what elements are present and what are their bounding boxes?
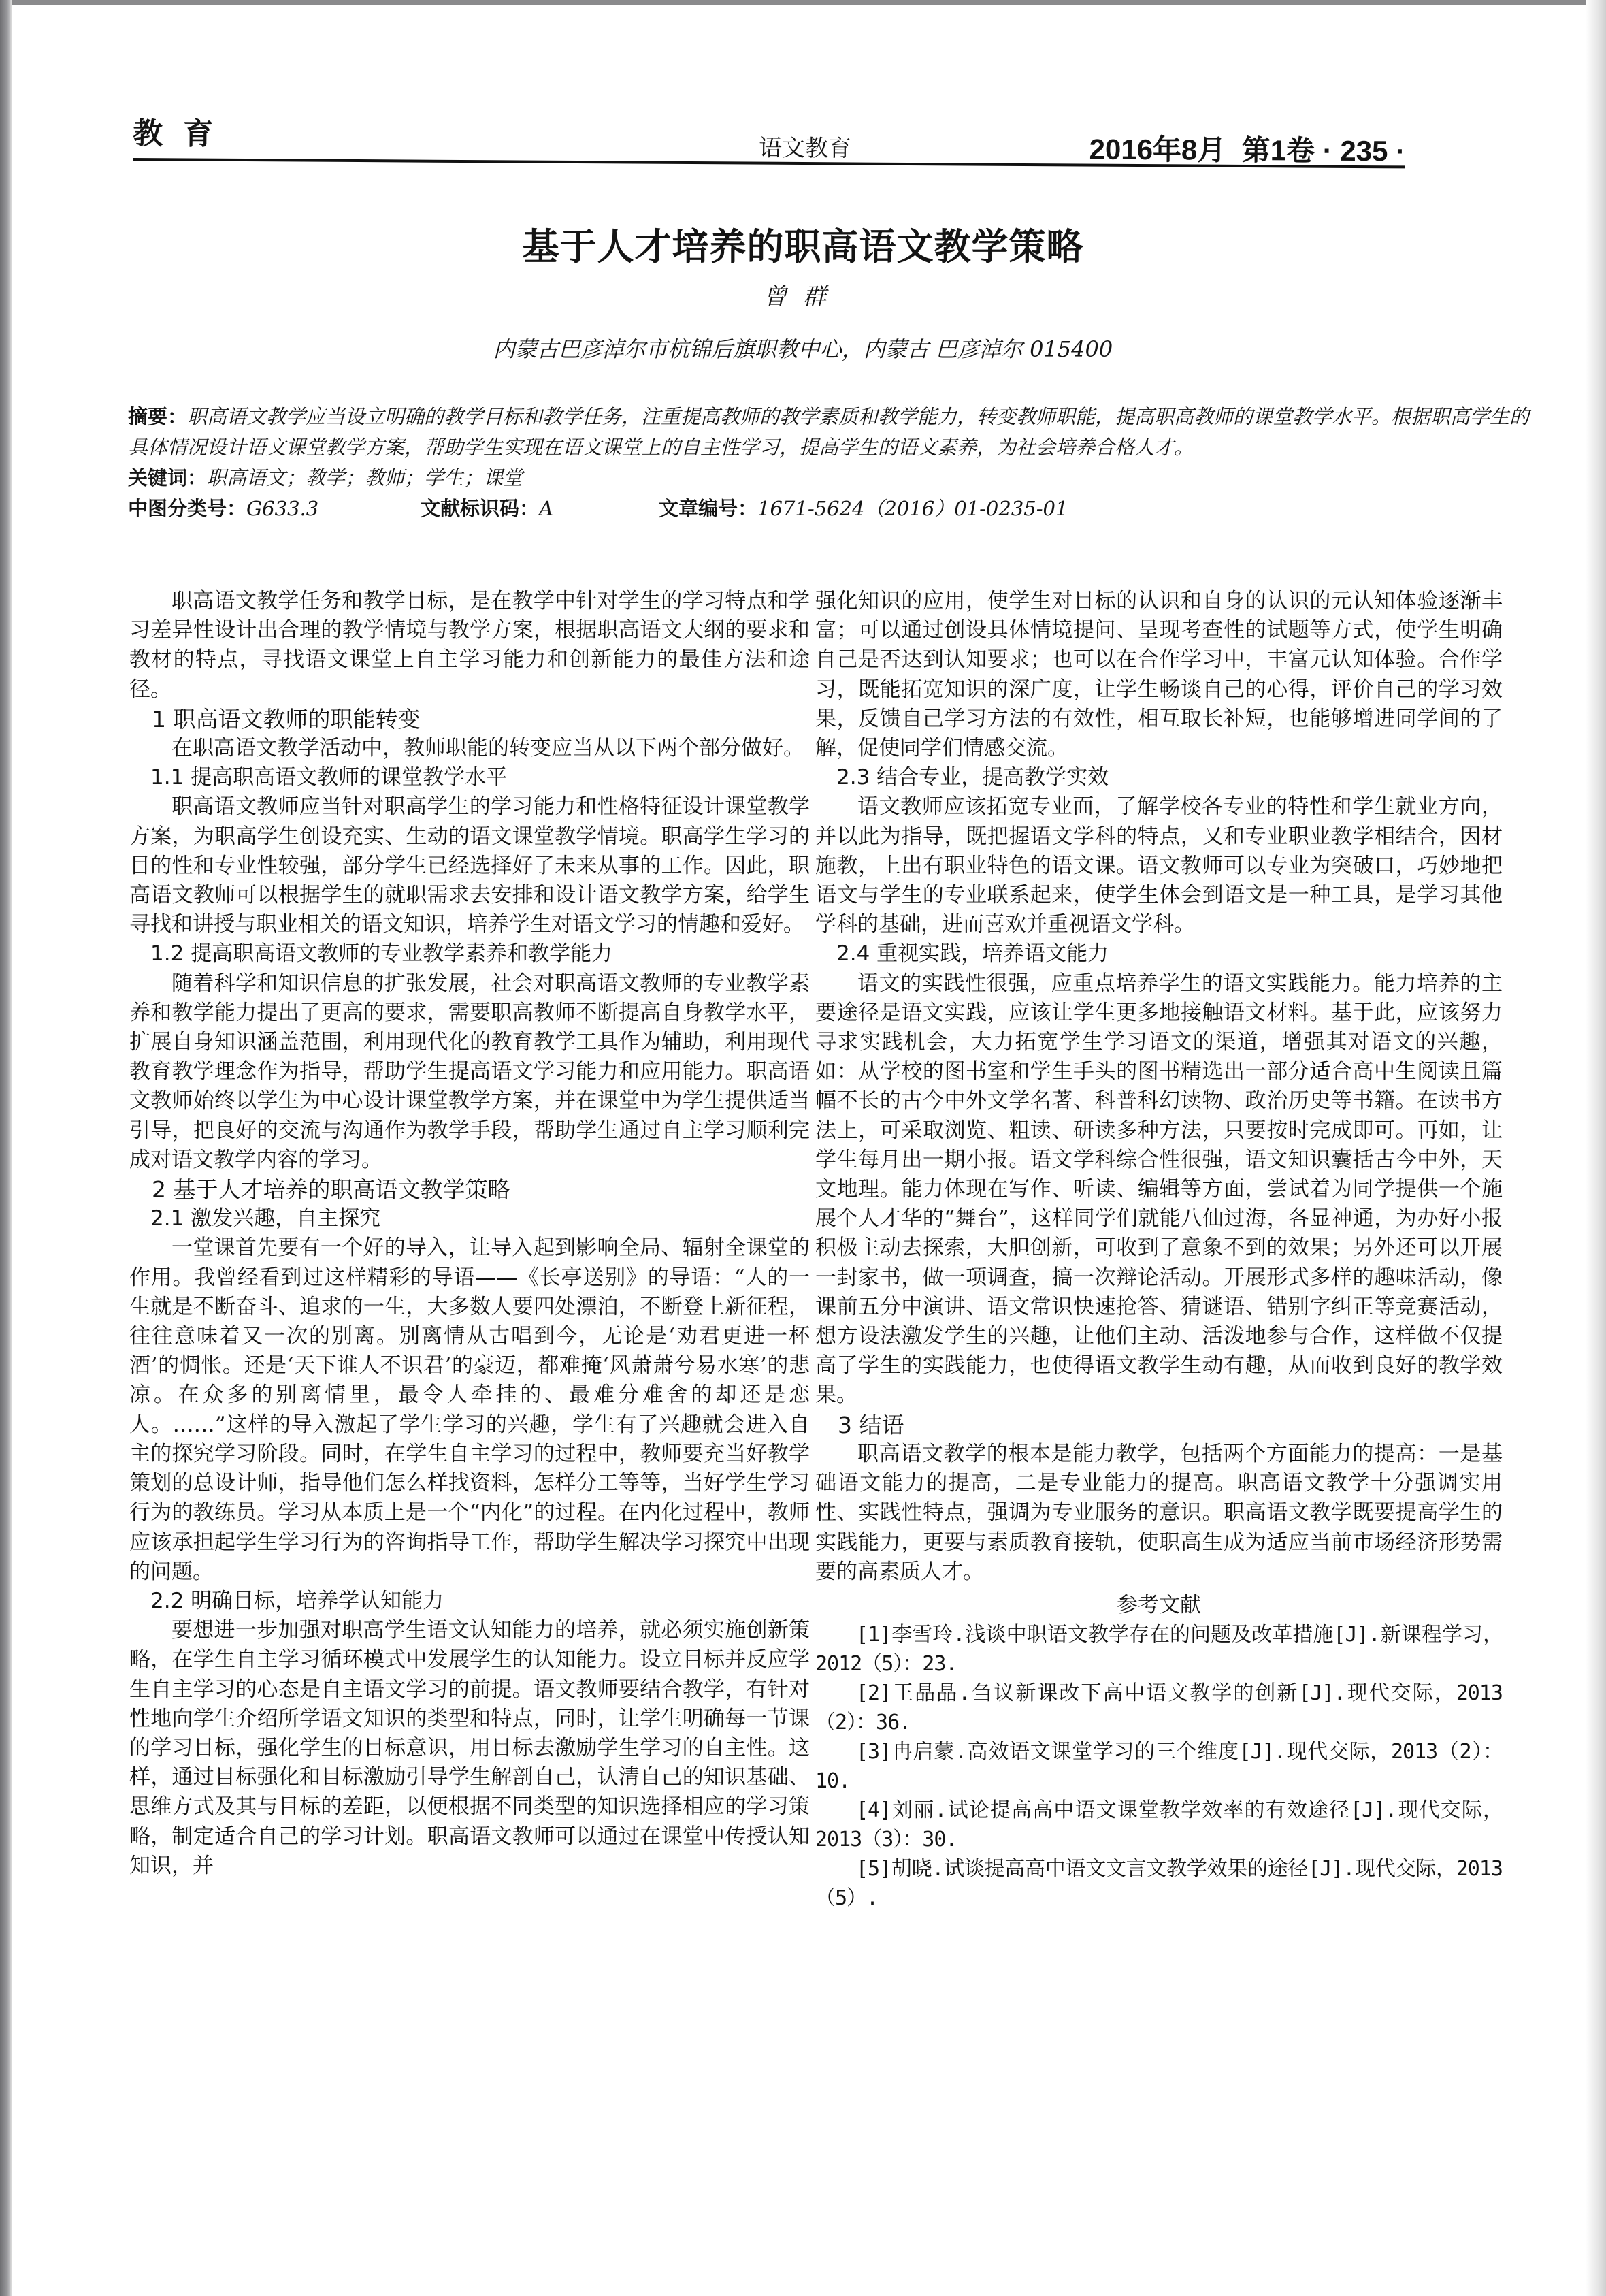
doc-code-value: A [539, 497, 553, 520]
journal-name: 语文教育 [759, 134, 852, 163]
abstract [128, 402, 1530, 463]
issue-page-info: 2016年8月 第1卷 · 235 · [1089, 133, 1406, 167]
intro-paragraph: 职高语文教学任务和教学目标，是在教学中针对学生的学习特点和学习差异性设计出合理的教学情境与教学方案，根据职高语文大纲的要求和教材的特点，寻找语文课堂上自主学习能力和创新能力的最佳方法和途径。 [129, 589, 810, 702]
reference-item: [4]刘丽.试论提高高中语文课堂教学效率的有效途径[J].现代交际，2013（3）：30. [815, 1798, 1503, 1852]
article-no-value: 1671-5624（2016）01-0235-01 [757, 497, 1068, 520]
subsection-heading-2-2: 2.2 明确目标，培养学认知能力 [150, 1588, 444, 1613]
keywords [128, 463, 1530, 494]
classification-row [128, 494, 1530, 524]
article-no-label: 文章编号： [659, 497, 758, 520]
body-column-left [129, 587, 810, 1881]
subsection-heading-2-4: 2.4 重视实践，培养语文能力 [836, 941, 1109, 967]
subsection-heading-1-2: 1.2 提高职高语文教师的专业教学素养和教学能力 [150, 941, 613, 967]
abstract-text: 职高语文教学应当设立明确的教学目标和教学任务，注重提高教师的教学素质和教学能力，转变教师职能，提高职高教师的课堂教学水平。根据职高学生的具体情况设计语文课堂教学方案，帮助学生实现在语文课堂上的自主性学习，提高学生的语文素养，为社会培养合格人才。 [128, 405, 1530, 459]
subsection-2-1-text: 一堂课首先要有一个好的导入，让导入起到影响全局、辐射全课堂的作用。我曾经看到过这样精彩的导语——《长亭送别》的导语：“人的一生就是不断奋斗、追求的一生，大多数人要四处漂泊，不断登上新征程，往往意味着又一次的别离。别离情从古唱到今，无论是‘劝君更进一杯酒’的惆怅。还是‘天下谁人不识君’的豪迈，都难掩‘风萧萧兮易水寒’的悲凉。在众多的别离情里，最令人牵挂的、最难分难舍的却还是恋人。……”这样的导入激起了学生学习的兴趣，学生有了兴趣就会进入自主的探究学习阶段。同时，在学生自主学习的过程中，教师要充当好教学策划的总设计师，指导他们怎么样找资料，怎样分工等等，当好学生学习行为的教练员。学习从本质上是一个“内化”的过程。在内化过程中，教师应该承担起学生学习行为的咨询指导工作，帮助学生解决学习探究中出现的问题。 [129, 1235, 810, 1584]
abstract-block [128, 402, 1530, 524]
subsection-2-3-text: 语文教师应该拓宽专业面，了解学校各专业的特性和学生就业方向，并以此为指导，既把握语文学科的特点，又和专业职业教学相结合，因材施教，上出有职业特色的语文课。语文教师可以专业为突破口，巧妙地把语文与学生的专业联系起来，使学生体会到语文是一种工具，是学习其他学科的基础，进而喜欢并重视语文学科。 [815, 794, 1503, 937]
section-heading-2: 2 基于人才培养的职高语文教学策略 [152, 1176, 510, 1203]
subsection-1-2-text: 随着科学和知识信息的扩张发展，社会对职高语文教师的专业教学素养和教学能力提出了更高的要求，需要职高教师不断提高自身教学水平，扩展自身知识涵盖范围，利用现代化的教育教学工具作为辅助，利用现代教育教学理念作为指导，帮助学生提高语文学习能力和应用能力。职高语文教师始终以学生为中心设计课堂教学方案，并在课堂中为学生提供适当引导，把良好的交流与沟通作为教学手段，帮助学生通过自主学习顺利完成对语文教学内容的学习。 [129, 971, 810, 1172]
keywords-text: 职高语文；教学；教师；学生；课堂 [207, 466, 523, 489]
article-author: 曾群 [764, 283, 842, 310]
subsection-2-2-text: 要想进一步加强对职高学生语文认知能力的培养，就必须实施创新策略，在学生自主学习循环模式中发展学生的认知能力。设立目标并反应学生自主学习的心态是自主语文学习的前提。语文教师要结合教学，有针对性地向学生介绍所学语文知识的类型和特点，同时，让学生明确每一节课的学习目标，强化学生的目标意识，用目标去激励学生学习的自主性。这样，通过目标强化和目标激励引导学生解剖自己，认清自己的知识基础、思维方式及其与目标的差距，以便根据不同类型的知识选择相应的学习策略，制定适合自己的学习计划。职高语文教师可以通过在课堂中传授认知知识，并 [129, 1618, 810, 1878]
subsection-heading-2-1: 2.1 激发兴趣，自主探究 [150, 1206, 381, 1231]
author-affiliation: 内蒙古巴彦淖尔市杭锦后旗职教中心，内蒙古 巴彦淖尔 015400 [493, 336, 1113, 362]
clc-label: 中图分类号： [128, 497, 247, 520]
reference-item: [2]王晶晶.刍议新课改下高中语文教学的创新[J].现代交际，2013（2）：36. [815, 1681, 1503, 1735]
article-number [659, 494, 1068, 524]
document-code [421, 494, 659, 524]
running-header [133, 109, 1405, 168]
subsection-1-1-text: 职高语文教师应当针对职高学生的学习能力和性格特征设计课堂教学方案，为职高学生创设充实、生动的语文课堂教学情境。职高学生学习的目的性和专业性较强，部分学生已经选择好了未来从事的工作。因此，职高语文教师可以根据学生的就职需求去安排和设计语文教学方案，给学生寻找和讲授与职业相关的语文知识，培养学生对语文学习的情趣和爱好。 [129, 794, 810, 937]
subsection-heading-2-3: 2.3 结合专业，提高教学实效 [836, 765, 1109, 790]
clc-number [128, 494, 421, 524]
doc-code-label: 文献标识码： [421, 497, 540, 520]
section-heading-3: 3 结语 [838, 1411, 904, 1438]
section-1-intro: 在职高语文教学活动中，教师职能的转变应当从以下两个部分做好。 [171, 736, 804, 761]
reference-item: [1]李雪玲.浅谈中职语文教学存在的问题及改革措施[J].新课程学习，2012（5）：23. [815, 1623, 1503, 1677]
references-heading: 参考文献 [1117, 1592, 1201, 1617]
clc-value: G633.3 [246, 497, 319, 520]
subsection-2-2-text-continued: 强化知识的应用，使学生对目标的认识和自身的认识的元认知体验逐渐丰富；可以通过创设具体情境提问、呈现考查性的试题等方式，使学生明确自己是否达到认知要求；也可以在合作学习中，丰富元认知体验。合作学习，既能拓宽知识的深广度，让学生畅谈自己的心得，评价自己的学习效果，反馈自己学习方法的有效性，相互取长补短，也能够增进同学间的了解，促使同学们情感交流。 [815, 589, 1503, 761]
reference-item: [3]冉启蒙.高效语文课堂学习的三个维度[J].现代交际，2013（2）：10. [815, 1740, 1503, 1794]
body-column-right [815, 587, 1503, 1913]
conclusion-text: 职高语文教学的根本是能力教学，包括两个方面能力的提高：一是基础语文能力的提高，二是专业能力的提高。职高语文教学十分强调实用性、实践性特点，强调为专业服务的意识。职高语文教学既要提高学生的实践能力，更要与素质教育接轨，使职高生成为适应当前市场经济形势需要的高素质人才。 [815, 1441, 1503, 1584]
reference-item: [5]胡晓.试谈提高高中语文文言文教学效果的途径[J].现代交际，2013（5）. [815, 1857, 1503, 1911]
keywords-label: 关键词： [128, 466, 208, 489]
section-heading-1: 1 职高语文教师的职能转变 [152, 705, 421, 732]
abstract-label: 摘要： [128, 405, 188, 428]
subsection-2-4-text: 语文的实践性很强，应重点培养学生的语文实践能力。能力培养的主要途径是语文实践，应该让学生更多地接触语文材料。基于此，应该努力寻求实践机会，大力拓宽学生学习语文的渠道，增强其对语文的兴趣，如：从学校的图书室和学生手头的图书精选出一部分适合高中生阅读且篇幅不长的古今中外文学名著、科普科幻读物、政治历史等书籍。在读书方法上，可采取浏览、粗读、研读多种方法，只要按时完成即可。再如，让学生每月出一期小报。语文学科综合性很强，语文知识囊括古今中外，天文地理。能力体现在写作、听读、编辑等方面，尝试着为同学提供一个施展个人才华的“舞台”，这样同学们就能八仙过海，各显神通，为办好小报积极主动去探索，大胆创新，可收到了意象不到的效果；另外还可以开展一封家书，做一项调查，搞一次辩论活动。开展形式多样的趣味活动，像课前五分中演讲、语文常识快速抢答、猜谜语、错别字纠正等竞赛活动，想方设法激发学生的兴趣，让他们主动、活泼地参与合作，这样做不仅提高了学生的实践能力，也使得语文教学生动有趣，从而收到良好的教学效果。 [815, 971, 1503, 1408]
article-title: 基于人才培养的职高语文教学策略 [522, 225, 1084, 268]
subsection-heading-1-1: 1.1 提高职高语文教师的课堂教学水平 [150, 765, 508, 790]
section-label: 教育 [133, 116, 234, 152]
